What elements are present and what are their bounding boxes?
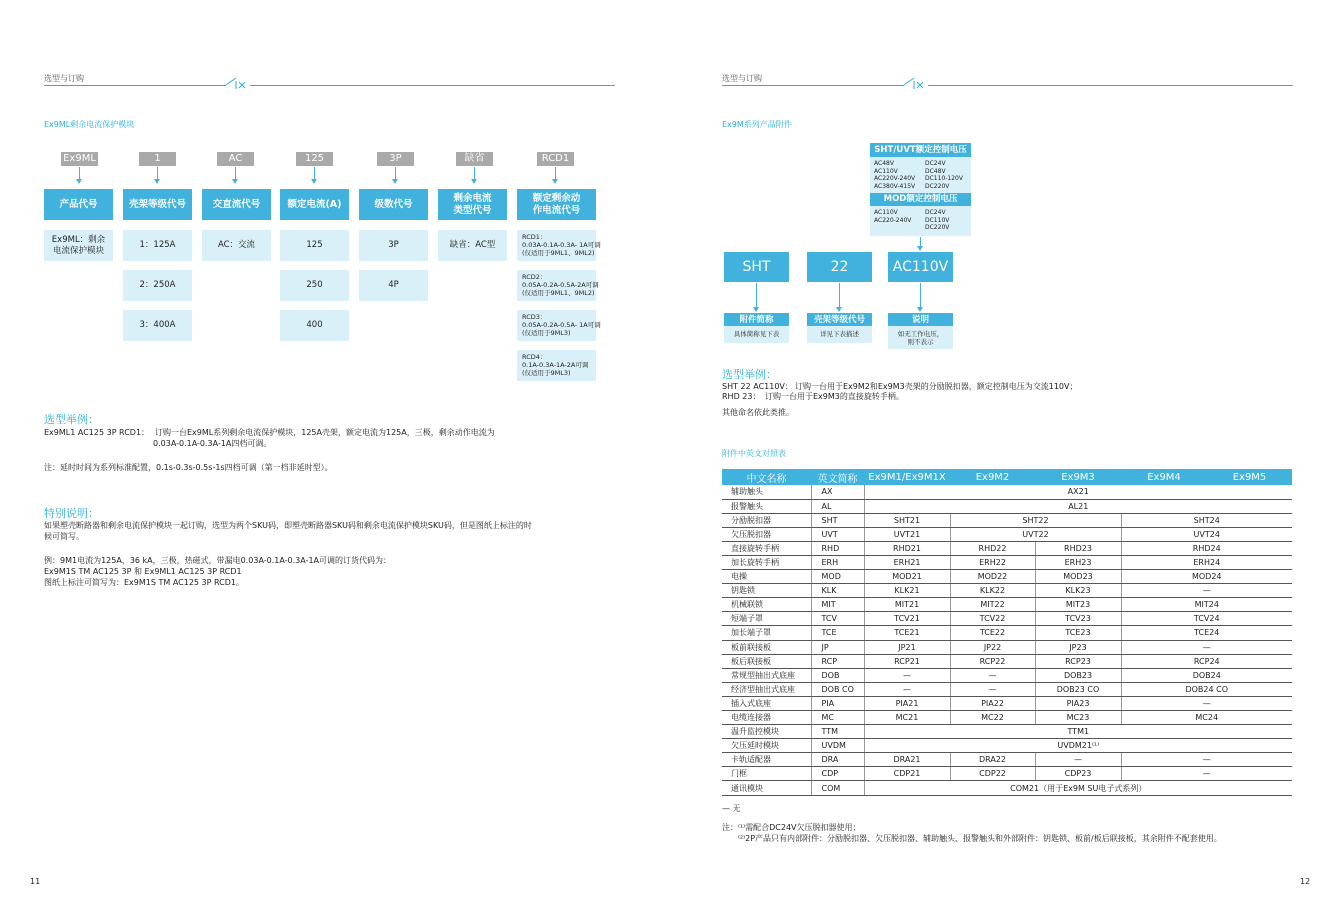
table-cell: UVDM bbox=[811, 739, 864, 753]
table-row bbox=[722, 725, 1292, 739]
table-cell: PIA21 bbox=[864, 696, 950, 710]
right-example-code-1: SHT 22 AC110V： bbox=[722, 382, 793, 391]
table-cell: COM21（用于Ex9M SU电子式系列） bbox=[864, 781, 1292, 795]
table-cell: AL bbox=[811, 499, 864, 513]
table-cell: 钥匙锁 bbox=[722, 584, 811, 598]
table-cell: TCE bbox=[811, 626, 864, 640]
table-cell: 分励脱扣器 bbox=[722, 513, 811, 527]
table-cell: MC22 bbox=[950, 711, 1035, 725]
code-box-product: Ex9ML bbox=[61, 152, 98, 166]
special-title: 特别说明： bbox=[44, 507, 99, 520]
table-cell: SHT bbox=[811, 513, 864, 527]
current-option-2: 250 bbox=[280, 270, 349, 301]
table-cell: TTM1 bbox=[864, 725, 1292, 739]
table-cell: TCE23 bbox=[1035, 626, 1121, 640]
table-cell: RHD21 bbox=[864, 541, 950, 555]
table-row bbox=[722, 640, 1292, 654]
table-cell: MOD24 bbox=[1121, 570, 1292, 584]
example-line-3: 图纸上标注可简写为：Ex9M1S TM AC125 3P RCD1。 bbox=[44, 578, 245, 587]
table-cell: — bbox=[864, 668, 950, 682]
table-cell: 直接旋转手柄 bbox=[722, 541, 811, 555]
table-row bbox=[722, 555, 1292, 569]
right-note-label: 注： bbox=[722, 823, 738, 832]
table-cell: DRA22 bbox=[950, 753, 1035, 767]
table-cell: PIA bbox=[811, 696, 864, 710]
mod-voltage-ac: AC110V AC220-240V bbox=[874, 209, 912, 224]
none-legend: — 无 bbox=[722, 804, 741, 813]
table-row bbox=[722, 527, 1292, 541]
table-cell: ERH bbox=[811, 555, 864, 569]
table-row bbox=[722, 767, 1292, 781]
right-header-line-2 bbox=[928, 85, 1293, 86]
left-note: 延时时间为系列标准配置，0.1s-0.3s-0.5s-1s四档可调（第一档非延时型）。 bbox=[60, 463, 333, 472]
table-row bbox=[722, 541, 1292, 555]
sht-voltage-title: SHT/UVT额定控制电压 bbox=[870, 143, 971, 157]
table-cell: KLK21 bbox=[864, 584, 950, 598]
table-cell: SHT22 bbox=[950, 513, 1121, 527]
table-cell: CDP23 bbox=[1035, 767, 1121, 781]
table-cell: — bbox=[1121, 640, 1292, 654]
code-box-rcd-type: 缺省 bbox=[456, 152, 493, 166]
right-note-1: ⁽¹⁾需配合DC24V欠压脱扣器使用； bbox=[738, 823, 861, 832]
table-cell: — bbox=[1121, 696, 1292, 710]
accessory-table bbox=[722, 469, 1292, 796]
table-cell: 温升监控模块 bbox=[722, 725, 811, 739]
example-line-1: 例：9M1电流为125A，36 kA，三极，热磁式，带漏电0.03A-0.1A-0.3A-1A可调的订货代码为： bbox=[44, 556, 392, 565]
acdc-option: AC：交流 bbox=[202, 230, 271, 261]
table-cell: UVT22 bbox=[950, 527, 1121, 541]
arrow-down-icon bbox=[474, 167, 475, 180]
table-cell: RHD bbox=[811, 541, 864, 555]
right-page-number: 12 bbox=[1300, 877, 1311, 886]
left-example-code: Ex9ML1 AC125 3P RCD1： bbox=[44, 428, 150, 437]
right-header-line bbox=[722, 85, 904, 86]
table-cell: CDP bbox=[811, 767, 864, 781]
arrow-down-icon bbox=[756, 283, 757, 308]
table-cell: PIA23 bbox=[1035, 696, 1121, 710]
table-row bbox=[722, 654, 1292, 668]
frame-option-2: 2：250A bbox=[123, 270, 192, 301]
table-cell: — bbox=[1121, 767, 1292, 781]
rcd-option-3: RCD3： 0.05A-0.2A-0.5A- 1A可调 (仅适用于9ML3) bbox=[517, 310, 596, 341]
table-cell: DOB23 CO bbox=[1035, 682, 1121, 696]
table-cell: RHD23 bbox=[1035, 541, 1121, 555]
table-title: 附件中英文对照表 bbox=[722, 449, 786, 458]
table-cell: ERH24 bbox=[1121, 555, 1292, 569]
arrow-down-icon bbox=[555, 167, 556, 180]
table-cell: MOD21 bbox=[864, 570, 950, 584]
table-cell: AX bbox=[811, 485, 864, 499]
table-cell: DRA bbox=[811, 753, 864, 767]
switch-symbol-icon bbox=[224, 76, 254, 90]
table-cell: MOD bbox=[811, 570, 864, 584]
table-cell: TCE22 bbox=[950, 626, 1035, 640]
arrow-down-icon bbox=[920, 283, 921, 308]
table-cell: AX21 bbox=[864, 485, 1292, 499]
table-row bbox=[722, 696, 1292, 710]
table-cell: 短端子罩 bbox=[722, 612, 811, 626]
rcd-option-4: RCD4： 0.1A-0.3A-1A-2A可调 (仅适用于9ML3) bbox=[517, 350, 596, 381]
table-cell: SHT21 bbox=[864, 513, 950, 527]
table-cell: 欠压脱扣器 bbox=[722, 527, 811, 541]
table-row bbox=[722, 485, 1292, 499]
arrow-down-icon bbox=[839, 283, 840, 308]
table-cell: DOB bbox=[811, 668, 864, 682]
label-rcd-type: 剩余电流 类型代号 bbox=[438, 189, 507, 220]
table-row bbox=[722, 499, 1292, 513]
rcd-option-1: RCD1： 0.03A-0.1A-0.3A- 1A可调 (仅适用于9ML1、9ML2) bbox=[517, 230, 596, 261]
product-desc: Ex9ML：剩余 电流保护模块 bbox=[44, 230, 113, 261]
table-cell: MIT24 bbox=[1121, 598, 1292, 612]
right-example-code-2: RHD 23： bbox=[722, 392, 761, 401]
accessory-label-desc: 说明 bbox=[888, 313, 953, 326]
accessory-desc-frame: 详见下表描述 bbox=[807, 326, 872, 343]
arrow-down-icon bbox=[79, 167, 80, 180]
table-cell: 加长端子罩 bbox=[722, 626, 811, 640]
accessory-code-sht: SHT bbox=[724, 252, 789, 282]
arrow-down-icon bbox=[157, 167, 158, 180]
table-row bbox=[722, 781, 1292, 795]
table-cell: DOB CO bbox=[811, 682, 864, 696]
table-cell: 板后联接板 bbox=[722, 654, 811, 668]
table-cell: RCP21 bbox=[864, 654, 950, 668]
right-example-2: 订购一台用于Ex9M3的直接旋转手柄。 bbox=[765, 392, 904, 401]
current-option-3: 400 bbox=[280, 310, 349, 341]
table-cell: KLK22 bbox=[950, 584, 1035, 598]
left-header: 选型与订购 bbox=[44, 74, 84, 83]
label-current: 额定电流(A) bbox=[280, 189, 349, 220]
code-box-acdc: AC bbox=[217, 152, 254, 166]
table-cell: MIT23 bbox=[1035, 598, 1121, 612]
table-cell: RCP bbox=[811, 654, 864, 668]
table-cell: CDP22 bbox=[950, 767, 1035, 781]
table-cell: ERH22 bbox=[950, 555, 1035, 569]
mod-voltage-dc: DC24V DC110V DC220V bbox=[925, 209, 950, 231]
table-cell: 通讯模块 bbox=[722, 781, 811, 795]
table-row bbox=[722, 612, 1292, 626]
table-cell: RHD24 bbox=[1121, 541, 1292, 555]
table-cell: UVT21 bbox=[864, 527, 950, 541]
table-cell: JP21 bbox=[864, 640, 950, 654]
table-cell: RCP23 bbox=[1035, 654, 1121, 668]
table-cell: 欠压延时模块 bbox=[722, 739, 811, 753]
table-cell: 机械联锁 bbox=[722, 598, 811, 612]
label-acdc-code: 交直流代号 bbox=[202, 189, 271, 220]
table-row bbox=[722, 626, 1292, 640]
table-row bbox=[722, 584, 1292, 598]
table-cell: — bbox=[1121, 753, 1292, 767]
sht-voltage-box bbox=[870, 157, 971, 193]
table-cell: MIT bbox=[811, 598, 864, 612]
rcd-type-option: 缺省：AC型 bbox=[438, 230, 507, 261]
left-example-line-2: 0.03A-0.1A-0.3A-1A四档可调。 bbox=[153, 439, 272, 448]
table-cell: AL21 bbox=[864, 499, 1292, 513]
table-cell: KLK bbox=[811, 584, 864, 598]
table-cell: MIT21 bbox=[864, 598, 950, 612]
table-cell: RHD22 bbox=[950, 541, 1035, 555]
table-cell: COM bbox=[811, 781, 864, 795]
table-cell: ERH23 bbox=[1035, 555, 1121, 569]
table-cell: — bbox=[950, 682, 1035, 696]
right-example-1: 订购一台用于Ex9M2和Ex9M3壳架的分励脱扣器，额定控制电压为交流110V； bbox=[795, 382, 1078, 391]
table-cell: MC bbox=[811, 711, 864, 725]
table-cell: 插入式底座 bbox=[722, 696, 811, 710]
table-cell: TCV22 bbox=[950, 612, 1035, 626]
table-cell: TTM bbox=[811, 725, 864, 739]
poles-option-1: 3P bbox=[359, 230, 428, 261]
right-section-title: Ex9M系列产品附件 bbox=[722, 120, 792, 129]
code-box-frame: 1 bbox=[139, 152, 176, 166]
label-frame-code: 壳架等级代号 bbox=[123, 189, 192, 220]
table-row bbox=[722, 711, 1292, 725]
table-cell: JP bbox=[811, 640, 864, 654]
table-row bbox=[722, 513, 1292, 527]
table-cell: 卡轨适配器 bbox=[722, 753, 811, 767]
arrow-down-icon bbox=[235, 167, 236, 180]
left-example-line-1: 订购一台Ex9ML系列剩余电流保护模块，125A壳架，额定电流为125A，三极，剩余动作电流为 bbox=[155, 428, 495, 437]
table-cell: — bbox=[864, 682, 950, 696]
table-cell: DOB24 CO bbox=[1121, 682, 1292, 696]
table-cell: DRA21 bbox=[864, 753, 950, 767]
label-poles: 级数代号 bbox=[359, 189, 428, 220]
arrow-down-icon bbox=[920, 237, 921, 247]
special-line-2: 候可简写。 bbox=[44, 532, 84, 541]
left-note-label: 注： bbox=[44, 463, 60, 472]
table-cell: DOB23 bbox=[1035, 668, 1121, 682]
table-cell: UVT bbox=[811, 527, 864, 541]
accessory-label-name: 附件简称 bbox=[724, 313, 789, 326]
table-cell: TCV bbox=[811, 612, 864, 626]
current-option-1: 125 bbox=[280, 230, 349, 261]
frame-option-1: 1：125A bbox=[123, 230, 192, 261]
arrow-down-icon bbox=[395, 167, 396, 180]
example-line-2: Ex9M1S TM AC125 3P 和 Ex9ML1 AC125 3P RCD1 bbox=[44, 567, 242, 576]
table-cell: MC23 bbox=[1035, 711, 1121, 725]
table-cell: RCP22 bbox=[950, 654, 1035, 668]
accessory-desc-name: 具体简称见下表 bbox=[724, 326, 789, 343]
table-cell: DOB24 bbox=[1121, 668, 1292, 682]
table-cell: TCV24 bbox=[1121, 612, 1292, 626]
table-cell: 电缆连接器 bbox=[722, 711, 811, 725]
switch-symbol-icon bbox=[902, 76, 932, 90]
table-cell: JP23 bbox=[1035, 640, 1121, 654]
accessory-desc-voltage: 如无工作电压， 则不表示 bbox=[888, 326, 953, 349]
table-header-cell: 英文简称 bbox=[811, 469, 864, 485]
table-row bbox=[722, 570, 1292, 584]
table-cell: KLK23 bbox=[1035, 584, 1121, 598]
table-row bbox=[722, 739, 1292, 753]
accessory-code-frame: 22 bbox=[807, 252, 872, 282]
table-cell: TCV23 bbox=[1035, 612, 1121, 626]
label-rcd-current: 额定剩余动 作电流代号 bbox=[517, 189, 596, 220]
table-header-cell: Ex9M5 bbox=[1207, 469, 1292, 485]
frame-option-3: 3：400A bbox=[123, 310, 192, 341]
table-cell: SHT24 bbox=[1121, 513, 1292, 527]
table-cell: 电操 bbox=[722, 570, 811, 584]
table-cell: 报警触头 bbox=[722, 499, 811, 513]
right-note-2: ⁽²⁾2P产品只有内部附件：分励脱扣器、欠压脱扣器、辅助触头、报警触头和外部附件：钥匙锁、板前/板后联接板，其余附件不配套使用。 bbox=[738, 834, 1222, 843]
table-row bbox=[722, 668, 1292, 682]
table-cell: UVDM21⁽¹⁾ bbox=[864, 739, 1292, 753]
rcd-option-2: RCD2： 0.05A-0.2A-0.5A-2A可调 (仅适用于9ML1、9ML2) bbox=[517, 270, 596, 301]
left-header-line bbox=[44, 85, 226, 86]
table-cell: MOD23 bbox=[1035, 570, 1121, 584]
left-example-title: 选型举例： bbox=[44, 413, 99, 426]
table-header-cell: Ex9M2 bbox=[950, 469, 1035, 485]
accessory-code-voltage: AC110V bbox=[888, 252, 953, 282]
accessory-label-frame: 壳架等级代号 bbox=[807, 313, 872, 326]
sht-voltage-ac: AC48V AC110V AC220V-240V AC380V-415V bbox=[874, 160, 916, 190]
arrow-down-icon bbox=[314, 167, 315, 180]
left-page-number: 11 bbox=[30, 877, 41, 886]
table-header-cell: Ex9M3 bbox=[1035, 469, 1121, 485]
mod-voltage-title: MOD额定控制电压 bbox=[870, 193, 971, 206]
table-row bbox=[722, 682, 1292, 696]
sht-voltage-dc: DC24V DC48V DC110-120V DC220V bbox=[925, 160, 963, 190]
right-example-3: 其他命名依此类推。 bbox=[722, 408, 794, 417]
table-row bbox=[722, 753, 1292, 767]
table-row bbox=[722, 598, 1292, 612]
code-box-poles: 3P bbox=[377, 152, 414, 166]
table-cell: 板前联接板 bbox=[722, 640, 811, 654]
table-cell: MC21 bbox=[864, 711, 950, 725]
special-line-1: 如果塑壳断路器和剩余电流保护模块一起订购，选型为两个SKU码，即塑壳断路器SKU码和剩余电流保护模块SKU码，但是图纸上标注的时 bbox=[44, 521, 532, 530]
table-cell: MOD22 bbox=[950, 570, 1035, 584]
table-cell: UVT24 bbox=[1121, 527, 1292, 541]
table-cell: MC24 bbox=[1121, 711, 1292, 725]
table-cell: 辅助触头 bbox=[722, 485, 811, 499]
right-example-title: 选型举例： bbox=[722, 368, 777, 381]
table-header-cell: Ex9M1/Ex9M1X bbox=[864, 469, 950, 485]
label-product-code: 产品代号 bbox=[44, 189, 113, 220]
table-cell: PIA22 bbox=[950, 696, 1035, 710]
table-cell: TCV21 bbox=[864, 612, 950, 626]
table-cell: 门框 bbox=[722, 767, 811, 781]
table-cell: — bbox=[1121, 584, 1292, 598]
table-header-row bbox=[722, 469, 1292, 485]
table-cell: TCE24 bbox=[1121, 626, 1292, 640]
table-header-cell: Ex9M4 bbox=[1121, 469, 1207, 485]
mod-voltage-box bbox=[870, 206, 971, 236]
table-cell: CDP21 bbox=[864, 767, 950, 781]
left-header-line-2 bbox=[250, 85, 615, 86]
table-cell: — bbox=[950, 668, 1035, 682]
code-box-rcd: RCD1 bbox=[537, 152, 574, 166]
table-cell: — bbox=[1035, 753, 1121, 767]
table-cell: JP22 bbox=[950, 640, 1035, 654]
table-cell: RCP24 bbox=[1121, 654, 1292, 668]
left-section-title: Ex9ML剩余电流保护模块 bbox=[44, 120, 135, 129]
right-header: 选型与订购 bbox=[722, 74, 762, 83]
table-header-cell: 中文名称 bbox=[722, 469, 811, 485]
code-box-current: 125 bbox=[296, 152, 333, 166]
table-cell: 加长旋转手柄 bbox=[722, 555, 811, 569]
table-cell: MIT22 bbox=[950, 598, 1035, 612]
table-cell: 常规型抽出式底座 bbox=[722, 668, 811, 682]
table-cell: 经济型抽出式底座 bbox=[722, 682, 811, 696]
poles-option-2: 4P bbox=[359, 270, 428, 301]
table-cell: TCE21 bbox=[864, 626, 950, 640]
table-cell: ERH21 bbox=[864, 555, 950, 569]
